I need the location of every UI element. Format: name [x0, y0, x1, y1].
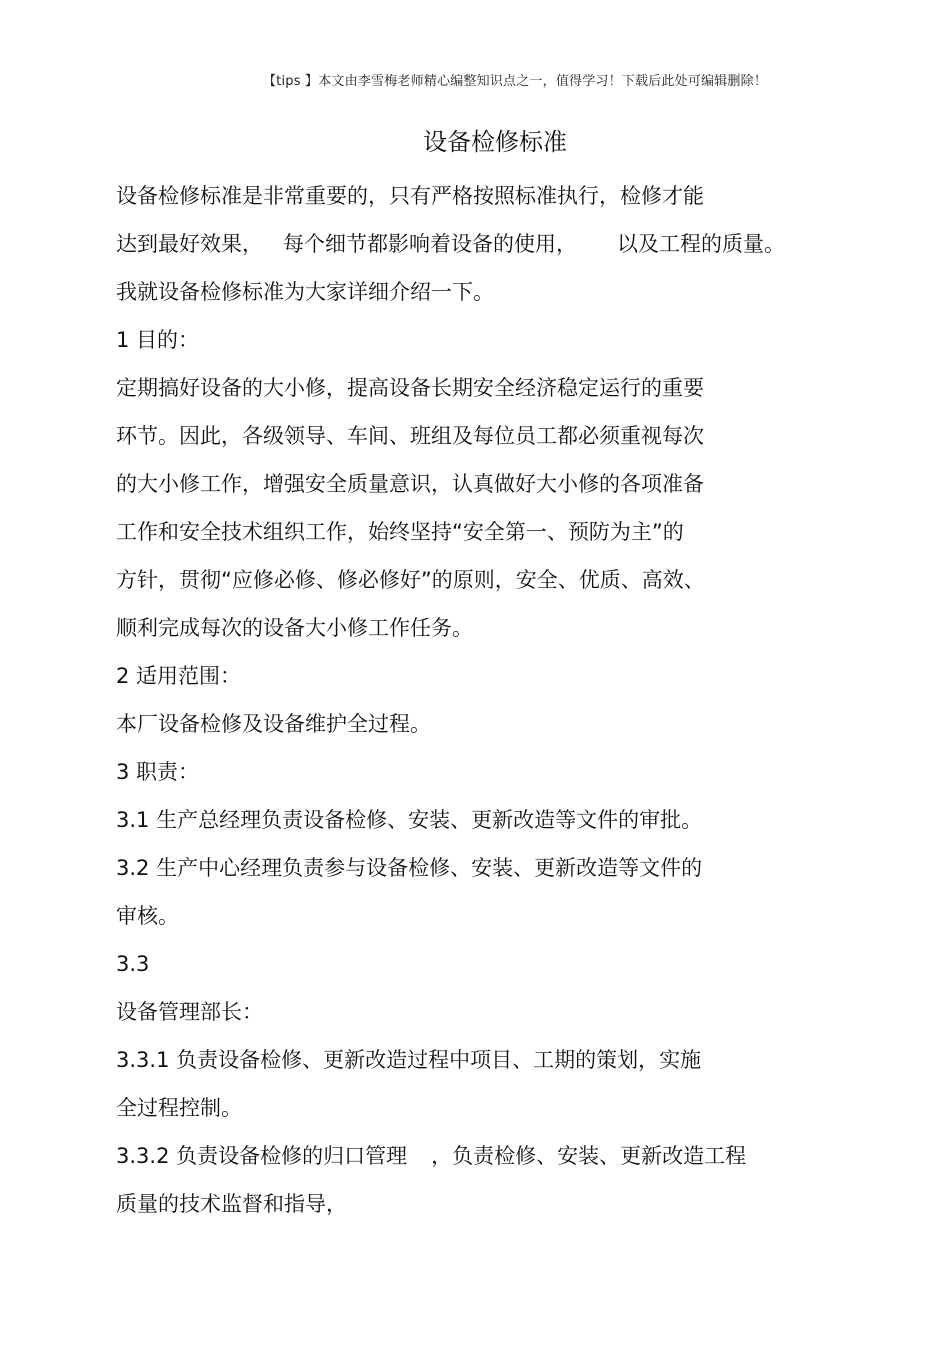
section-1-line: 环节。因此，各级领导、车间、班组及每位员工都必须重视每次: [116, 424, 704, 448]
section-1-line: 工作和安全技术组织工作，始终坚持“安全第一、预防为主”的: [116, 520, 684, 544]
section-1-line: 定期搞好设备的大小修，提高设备长期安全经济稳定运行的重要: [116, 376, 704, 400]
item-3-1: 3.1 生产总经理负责设备检修、安装、更新改造等文件的审批。: [116, 808, 703, 832]
item-3-3-2-part-a: 3.3.2 负责设备检修的归口管理: [116, 1144, 408, 1168]
section-1-line: 方针，贯彻“应修必修、修必修好”的原则，安全、优质、高效、: [116, 568, 705, 592]
item-3-2-line-2: 审核。: [116, 904, 179, 928]
tips-header: 【tips 】本文由李雪梅老师精心编整知识点之一，值得学习！下载后此处可编辑删除！: [262, 74, 768, 89]
item-3-3-1-line-1: 3.3.1 负责设备检修、更新改造过程中项目、工期的策划，实施: [116, 1048, 702, 1072]
section-1-line: 的大小修工作，增强安全质量意识，认真做好大小修的各项准备: [116, 472, 704, 496]
item-3-2-line-1: 3.2 生产中心经理负责参与设备检修、安装、更新改造等文件的: [116, 856, 703, 880]
intro-line-2: [116, 230, 785, 258]
intro-line-2-part-b: 每个细节都影响着设备的使用，: [283, 232, 577, 256]
intro-line-1: 设备检修标准是非常重要的，只有严格按照标准执行，检修才能: [116, 184, 704, 208]
item-3-3-1-line-2: 全过程控制。: [116, 1096, 242, 1120]
intro-line-2-part-a: 达到最好效果，: [116, 232, 263, 256]
section-2-heading: 2 适用范围：: [116, 664, 242, 688]
page-title: 设备检修标准: [423, 128, 567, 156]
item-3-3-text: 设备管理部长：: [116, 1000, 263, 1024]
item-3-3-2-line-2: 质量的技术监督和指导，: [116, 1192, 347, 1216]
item-3-3-2-part-b: ，负责检修、安装、更新改造工程: [431, 1144, 747, 1168]
section-1-line: 顺利完成每次的设备大小修工作任务。: [116, 616, 473, 640]
intro-line-2-part-c: 以及工程的质量。: [617, 232, 785, 256]
item-3-3-2-line-1: [116, 1142, 746, 1170]
item-3-3-number: 3.3: [116, 952, 150, 976]
intro-line-3: 我就设备检修标准为大家详细介绍一下。: [116, 280, 494, 304]
section-2-text: 本厂设备检修及设备维护全过程。: [116, 712, 431, 736]
section-1-heading: 1 目的：: [116, 328, 200, 352]
section-3-heading: 3 职责：: [116, 760, 200, 784]
